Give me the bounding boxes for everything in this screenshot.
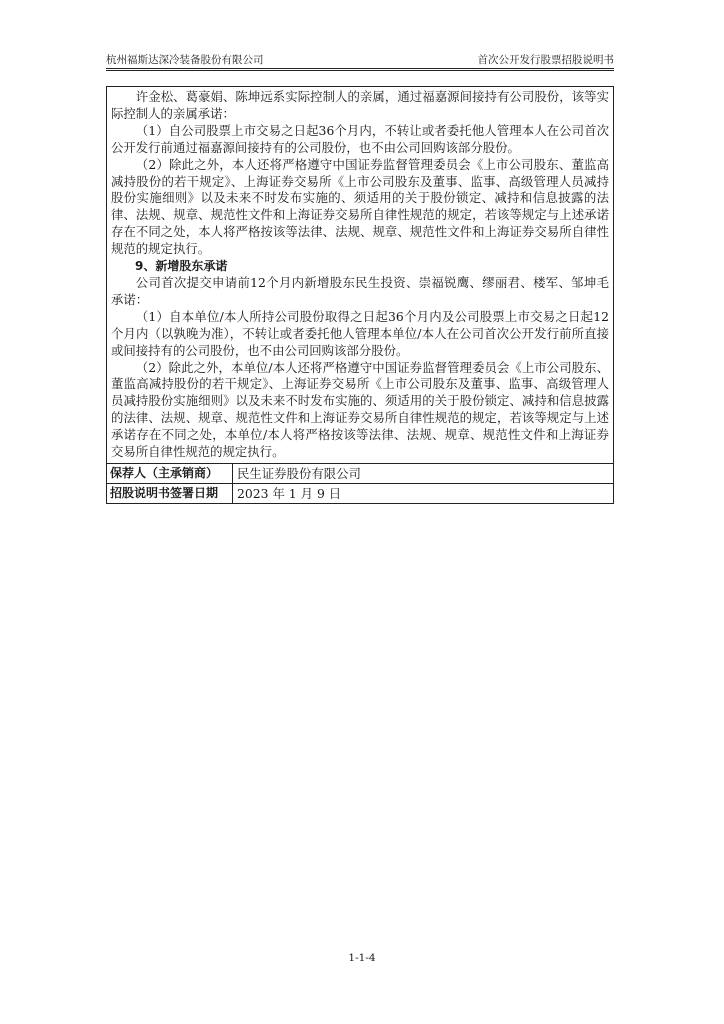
section-heading: 9、新增股东承诺 — [135, 259, 228, 274]
page-number: 1-1-4 — [348, 952, 376, 964]
paragraph: （2）除此之外，本人还将严格遵守中国证券监督管理委员会《上市公司股东、董监高减持股份的若干规定》、上海证券交易所《上市公司股东及董事、监事、高级管理人员减持股份实施细则》以及未来不时发布实施的、须适用的关于股份锁定、减持和信息披露的法律、法规、规章、规范性文件和上海证券交易所自律性规范的规定，若该等规定与上述承诺存在不同之处，本人将严格按该等法律、法规、规章、规范性文件和上海证券交易所自律性规范的规定执行。 — [111, 156, 609, 257]
paragraph: （2）除此之外，本单位/本人还将严格遵守中国证券监督管理委员会《上市公司股东、董监高减持股份的若干规定》、上海证券交易所《上市公司股东及董事、监事、高级管理人员减持股份实施细则》以及未来不时发布实施的、须适用的关于股份锁定、减持和信息披露的法律、法规、规章、规范性文件和上海证券交易所自律性规范的规定，若该等规定与上述承诺存在不同之处，本单位/本人将严格按该等法律、法规、规章、规范性文件和上海证券交易所自律性规范的规定执行。 — [111, 359, 609, 460]
paragraph: 公司首次提交申请前12个月内新增股东民生投资、崇福锐鹰、缪丽君、楼军、邹坤毛承诺： — [111, 274, 609, 307]
paragraph: （1）自本单位/本人所持公司股份取得之日起36个月内及公司股票上市交易之日起12个月内（以孰晚为准），不转让或者委托他人管理本单位/本人在公司首次公开发行前所直接或间接持有的公司股份，也不由公司回购该部分股份。 — [111, 308, 609, 358]
document-title: 首次公开发行股票招股说明书 — [477, 54, 614, 66]
table-row-sponsor — [107, 463, 613, 483]
row-label: 招股说明书签署日期 — [107, 484, 233, 503]
content-table — [106, 86, 614, 504]
commitment-text-cell — [107, 87, 613, 463]
page-header — [106, 52, 614, 68]
header-rule — [106, 68, 614, 69]
table-row-sign-date — [107, 483, 613, 503]
paragraph: （1）自公司股票上市交易之日起36个月内，不转让或者委托他人管理本人在公司首次公开发行前通过福嘉源间接持有的公司股份，也不由公司回购该部分股份。 — [111, 122, 609, 155]
paragraph: 许金松、葛豪娟、陈坤远系实际控制人的亲属，通过福嘉源间接持有公司股份，该等实际控制人的亲属承诺： — [111, 89, 609, 121]
company-name: 杭州福斯达深冷装备股份有限公司 — [106, 54, 264, 66]
row-label: 保荐人（主承销商） — [107, 464, 233, 483]
row-value: 民生证券股份有限公司 — [237, 465, 361, 481]
row-value: 2023 年 1 月 9 日 — [237, 485, 342, 501]
header-rule-double — [106, 70, 614, 71]
